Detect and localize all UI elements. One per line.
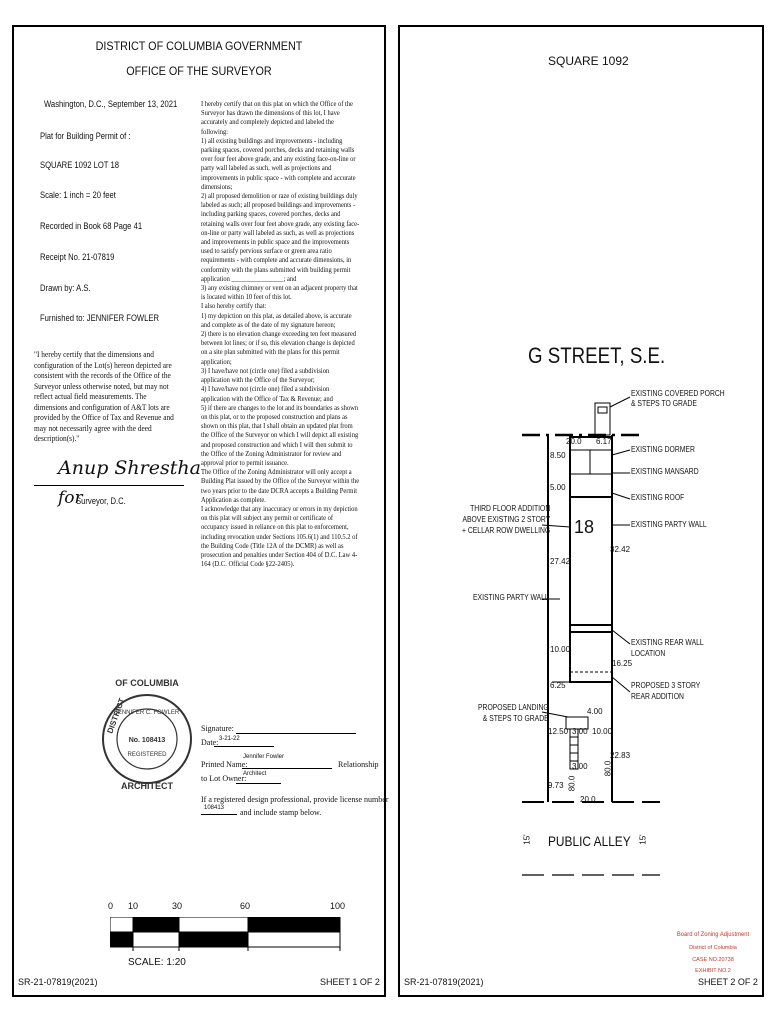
bza-line-4: EXHIBIT NO.2 — [695, 968, 731, 974]
cert-para: 2) there is no elevation change exceeding ten feet measured between lot lines; or if so, this elevation change is depicted on a site plan submitted with the plans for this permit application; — [201, 329, 357, 366]
street-name: G STREET, S.E. — [528, 343, 666, 368]
printed-name-label: Printed Name: — [201, 760, 248, 769]
printed-name-line — [242, 768, 332, 769]
bza-line-3: CASE NO.20738 — [692, 957, 734, 963]
date-label: Date: — [201, 738, 219, 747]
to-lot-owner-label: to Lot Owner: — [201, 774, 247, 783]
certification-text — [201, 99, 359, 568]
date-field-line — [214, 746, 274, 747]
cert-para: 3) I have/have not (circle one) filed a subdivision application with the Office of the Surveyor; — [201, 365, 330, 385]
dim-850: 8.50 — [550, 451, 566, 460]
dim-973: 9.73 — [548, 781, 564, 790]
dim-1625: 16.25 — [612, 659, 633, 668]
footer-right: SHEET 1 OF 2 — [320, 977, 380, 987]
scale-tick-10: 10 — [128, 901, 139, 911]
cert-para: 1) all existing buildings and improvements - including parking spaces, covered porches, decks and retaining walls over four feet above grade, and any existing face-on-line or party wall labeled as such, well as projections and improvements in public space - with complete and accurate dimensions; — [201, 135, 356, 191]
relationship-line — [236, 783, 281, 784]
svg-text:OF COLUMBIA: OF COLUMBIA — [115, 678, 179, 688]
footer-left: SR-21-07819(2021) — [18, 977, 98, 987]
svg-text:No. 108413: No. 108413 — [128, 737, 166, 744]
dim-front-width: 20.0 — [566, 437, 582, 446]
dim-400: 4.00 — [587, 707, 603, 716]
cert-para: 1) my depiction on this plat, as detailed above, is accurate and complete as of the date of my signature hereon; — [201, 310, 352, 329]
scale-tick-30: 30 — [172, 901, 183, 911]
architect-stamp-icon — [102, 664, 192, 814]
cert-para: 5) if there are changes to the lot and its boundaries as shown on this plat, or to the proposed construction and plans as shown on this plat, that I shall obtain an updated plat from the Office of the Surveyor on which I will depict all existing and proposed construction and which I will then submit to the Office of the Zoning Administrator for review and approval prior to permit issuance. — [201, 402, 359, 467]
label-rear-wall: EXISTING REAR WALL LOCATION — [631, 638, 704, 658]
site-plan-drawing — [400, 27, 762, 995]
svg-text:DISTRICT: DISTRICT — [105, 696, 127, 735]
field-drawn-by: Drawn by: A.S. — [40, 283, 91, 293]
dim-porch: 6.17 — [596, 437, 612, 446]
date-value: 3-21-22 — [219, 736, 240, 742]
field-plat: Plat for Building Permit of : — [40, 131, 131, 141]
sheet-2 — [398, 25, 764, 997]
field-receipt: Receipt No. 21-07819 — [40, 252, 115, 262]
dim-800a: 80.0 — [567, 775, 577, 792]
surveyor-title: Surveyor, D.C. — [76, 496, 126, 506]
dim-300a: 3.00 — [572, 727, 588, 736]
dim-1250: 12.50 — [548, 727, 569, 736]
label-mansard: EXISTING MANSARD — [631, 467, 699, 476]
signature-line — [34, 485, 184, 486]
header-line-2: OFFICE OF THE SURVEYOR — [126, 64, 272, 78]
dim-800b: 80.0 — [603, 760, 613, 777]
field-recorded: Recorded in Book 68 Page 41 — [40, 221, 143, 231]
footer-left: SR-21-07819(2021) — [404, 977, 484, 987]
svg-text:JENNIFER C. FOWLER: JENNIFER C. FOWLER — [114, 710, 180, 716]
printed-name-value: Jennifer Fowler — [243, 754, 285, 760]
dim-2742: 27.42 — [550, 557, 571, 566]
field-square-lot: SQUARE 1092 LOT 18 — [40, 160, 119, 170]
license-value: 108413 — [204, 805, 225, 811]
cert-para: The Office of the Zoning Administrator will only accept a Building Plat issued by the Office of the Surveyor within the two years prior to the date DCRA accepts a Building Permit Application as complete. — [201, 467, 360, 504]
svg-text:ARCHITECT: ARCHITECT — [121, 781, 173, 791]
label-party-wall-left: EXISTING PARTY WALL — [473, 593, 549, 602]
label-roof: EXISTING ROOF — [631, 493, 685, 502]
scale-bar — [110, 917, 342, 953]
dim-3242: 32.42 — [610, 545, 631, 554]
dim-1000: 10.00 — [550, 645, 571, 654]
label-party-wall-right: EXISTING PARTY WALL — [631, 520, 707, 529]
label-landing: PROPOSED LANDING & STEPS TO GRADE — [478, 703, 549, 723]
cert-para: I acknowledge that any inaccuracy or errors in my depiction on this plat will subject any permit or certificate of occupancy issued in reliance on this plat to enforcement, including revocation under Sections 105.6(1) and 110.5.2 of the Building Code (Title 12A of the DCMR) as well as prosecution and penalties under Section 404 of D.C. Law 4-164 (D.C. Official Code §22-2405). — [201, 503, 358, 569]
label-third-floor: THIRD FLOOR ADDITION ABOVE EXISTING 2 STORY + CELLAR ROW DWELLING — [462, 504, 551, 535]
relationship-label: Relationship — [338, 760, 379, 769]
dim-300b: 3.00 — [572, 762, 588, 771]
license-suffix: and include stamp below. — [240, 808, 322, 817]
dim-1000b: 10.00 — [592, 727, 613, 736]
bza-line-1: Board of Zoning Adjustment — [676, 931, 750, 938]
label-dormer: EXISTING DORMER — [631, 445, 695, 454]
alley-width-right: 15' — [638, 834, 648, 845]
cert-para: 2) all proposed demolition or raze of existing buildings duly labeled as such; all proposed buildings and improvements - including parking spaces, covered porches, decks and retaining walls over four feet above grade, any existing face-on-line or party wall labeled as such, as well as projections and improvements in public space and the improvements used to satisfy pervious surface or green area ratio requirements - with complete and accurate dimensions, in conformity with the plans submitted with building permit application ________________; and — [201, 191, 360, 283]
dim-rear-width: 20.0 — [580, 795, 596, 804]
cert-para: I also hereby certify that: — [201, 301, 267, 311]
signature-field-line — [236, 733, 356, 734]
license-text: If a registered design professional, provide license number — [201, 795, 389, 804]
header-line-1: DISTRICT OF COLUMBIA GOVERNMENT — [95, 39, 303, 53]
scale-label: SCALE: 1:20 — [128, 957, 186, 968]
alley-name: PUBLIC ALLEY — [548, 833, 631, 849]
cert-para: 3) any existing chimney or vent on an adjacent property that is located within 10 feet of this lot. — [201, 283, 358, 302]
lot-number: 18 — [574, 517, 595, 537]
field-date: Washington, D.C., September 13, 2021 — [44, 99, 178, 109]
label-rear-addition: PROPOSED 3 STORY REAR ADDITION — [631, 681, 701, 701]
bza-line-2: District of Columbia — [689, 945, 737, 951]
square-title: SQUARE 1092 — [548, 54, 629, 68]
surveyor-signature: Anup Shrestha — [58, 457, 201, 479]
sheet-1 — [12, 25, 389, 997]
alley-width-left: 15' — [522, 834, 532, 845]
field-furnished-to: Furnished to: JENNIFER FOWLER — [40, 313, 160, 323]
relationship-value: Architect — [243, 771, 267, 777]
dim-500: 5.00 — [550, 483, 566, 492]
dim-625: 6.25 — [550, 681, 566, 690]
signature-label: Signature: — [201, 724, 234, 733]
office-certification-note: "I hereby certify that the dimensions and configuration of the Lot(s) hereon depicted are consistent with the records of the Office of the Surveyor unless otherwise noted, but may not reflect actual field measurements. The dimensions and configuration of A&T lots are provided by the Office of Tax and Revenue and may not necessarily agree with the deed description(s)." — [34, 350, 174, 443]
scale-tick-0: 0 — [108, 901, 114, 911]
label-covered-porch: EXISTING COVERED PORCH & STEPS TO GRADE — [631, 389, 725, 408]
svg-text:REGISTERED: REGISTERED — [127, 752, 167, 758]
field-scale: Scale: 1 inch = 20 feet — [40, 190, 116, 200]
license-line — [201, 814, 237, 815]
signature-for: for — [58, 488, 83, 508]
cert-para: I hereby certify that on this plat on which the Office of the Surveyor has drawn the dimensions of this lot, I have accurately and completely depicted and labeled the following: — [201, 99, 353, 136]
cert-para: 4) I have/have not (circle one) filed a subdivision application with the Office of Tax & Revenue; and — [201, 384, 333, 403]
scale-tick-60: 60 — [240, 901, 251, 911]
dim-2283: 22.83 — [610, 751, 631, 760]
footer-right: SHEET 2 OF 2 — [698, 977, 758, 987]
scale-tick-100: 100 — [330, 901, 346, 911]
